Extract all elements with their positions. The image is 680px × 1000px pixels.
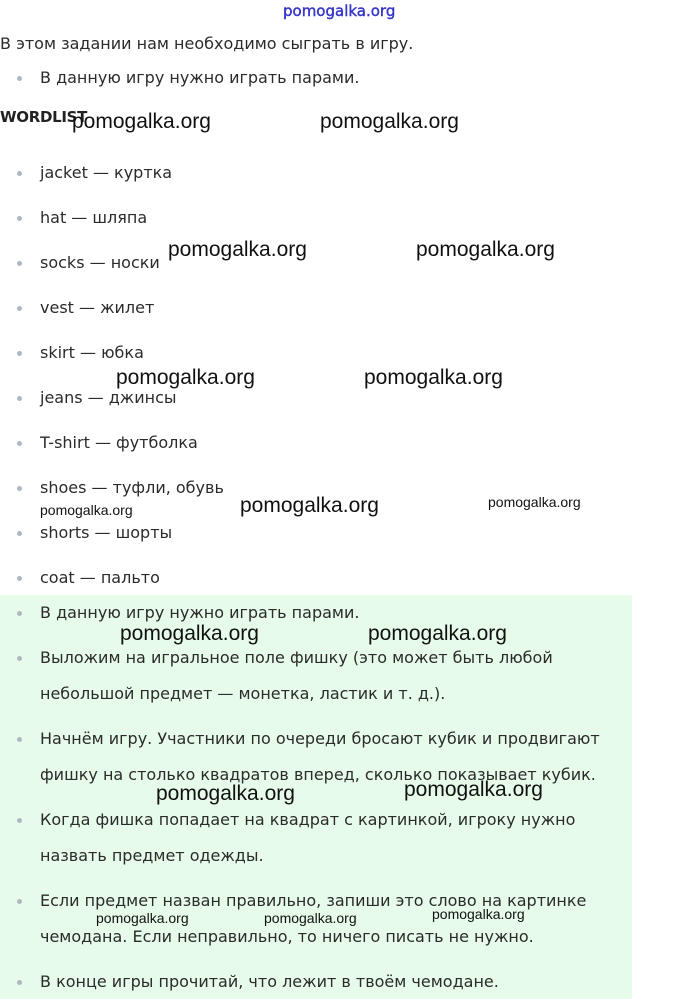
watermark: pomogalka.org	[40, 502, 133, 518]
list-item-text: В данную игру нужно играть парами.	[40, 68, 360, 87]
bullet-icon	[17, 351, 22, 356]
bullet-icon	[17, 656, 22, 661]
rule-line: назвать предмет одежды.	[40, 846, 264, 865]
wordlist-item-text: coat — пальто	[40, 568, 160, 587]
wordlist-heading: WORDLIST	[0, 108, 88, 126]
intro-text: В этом задании нам необходимо сыграть в игру.	[0, 34, 414, 53]
wordlist-item-text: vest — жилет	[40, 298, 155, 317]
wordlist-item-text: hat — шляпа	[40, 208, 148, 227]
watermark: pomogalka.org	[116, 366, 255, 389]
watermark: pomogalka.org	[120, 622, 259, 645]
wordlist-item-text: shorts — шорты	[40, 523, 173, 542]
watermark: pomogalka.org	[488, 494, 581, 510]
wordlist-item-text: shoes — туфли, обувь	[40, 478, 224, 497]
wordlist-item-text: jacket — куртка	[40, 163, 173, 182]
bullet-icon	[17, 980, 22, 985]
rule-line: Когда фишка попадает на квадрат с картинкой, игроку нужно	[40, 810, 576, 829]
bullet-icon	[17, 486, 22, 491]
bullet-icon	[17, 441, 22, 446]
watermark: pomogalka.org	[404, 778, 543, 801]
wordlist-item-text: jeans — джинсы	[40, 388, 177, 407]
watermark: pomogalka.org	[416, 238, 555, 261]
watermark: pomogalka.org	[432, 906, 525, 922]
watermark: pomogalka.org	[240, 494, 379, 517]
rule-line: Если предмет назван правильно, запиши это слово на картинке	[40, 891, 587, 910]
rule-line: В данную игру нужно играть парами.	[40, 603, 360, 622]
bullet-icon	[17, 171, 22, 176]
watermark: pomogalka.org	[364, 366, 503, 389]
bullet-icon	[17, 576, 22, 581]
bullet-icon	[17, 611, 22, 616]
wordlist-item-text: socks — носки	[40, 253, 160, 272]
rule-line: чемодана. Если неправильно, то ничего писать не нужно.	[40, 927, 534, 946]
bullet-icon	[17, 76, 22, 81]
wordlist-item-text: skirt — юбка	[40, 343, 144, 362]
watermark: pomogalka.org	[168, 238, 307, 261]
watermark: pomogalka.org	[72, 110, 211, 133]
bullet-icon	[17, 737, 22, 742]
bullet-icon	[17, 818, 22, 823]
rule-line: Начнём игру. Участники по очереди бросают кубик и продвигают	[40, 729, 600, 748]
rule-line: В конце игры прочитай, что лежит в твоём чемодане.	[40, 972, 499, 991]
watermark: pomogalka.org	[320, 110, 459, 133]
wordlist-item-text: T-shirt — футболка	[40, 433, 198, 452]
watermark: pomogalka.org	[264, 910, 357, 926]
rule-line: фишку на столько квадратов вперед, сколько показывает кубик.	[40, 765, 596, 784]
bullet-icon	[17, 899, 22, 904]
bullet-icon	[17, 396, 22, 401]
rule-line: небольшой предмет — монетка, ластик и т. д.).	[40, 684, 446, 703]
top-watermark: pomogalka.org	[283, 2, 396, 20]
bullet-icon	[17, 306, 22, 311]
watermark: pomogalka.org	[156, 782, 295, 805]
bullet-icon	[17, 531, 22, 536]
bullet-icon	[17, 261, 22, 266]
watermark: pomogalka.org	[96, 910, 189, 926]
rule-line: Выложим на игральное поле фишку (это может быть любой	[40, 648, 553, 667]
watermark: pomogalka.org	[368, 622, 507, 645]
bullet-icon	[17, 216, 22, 221]
